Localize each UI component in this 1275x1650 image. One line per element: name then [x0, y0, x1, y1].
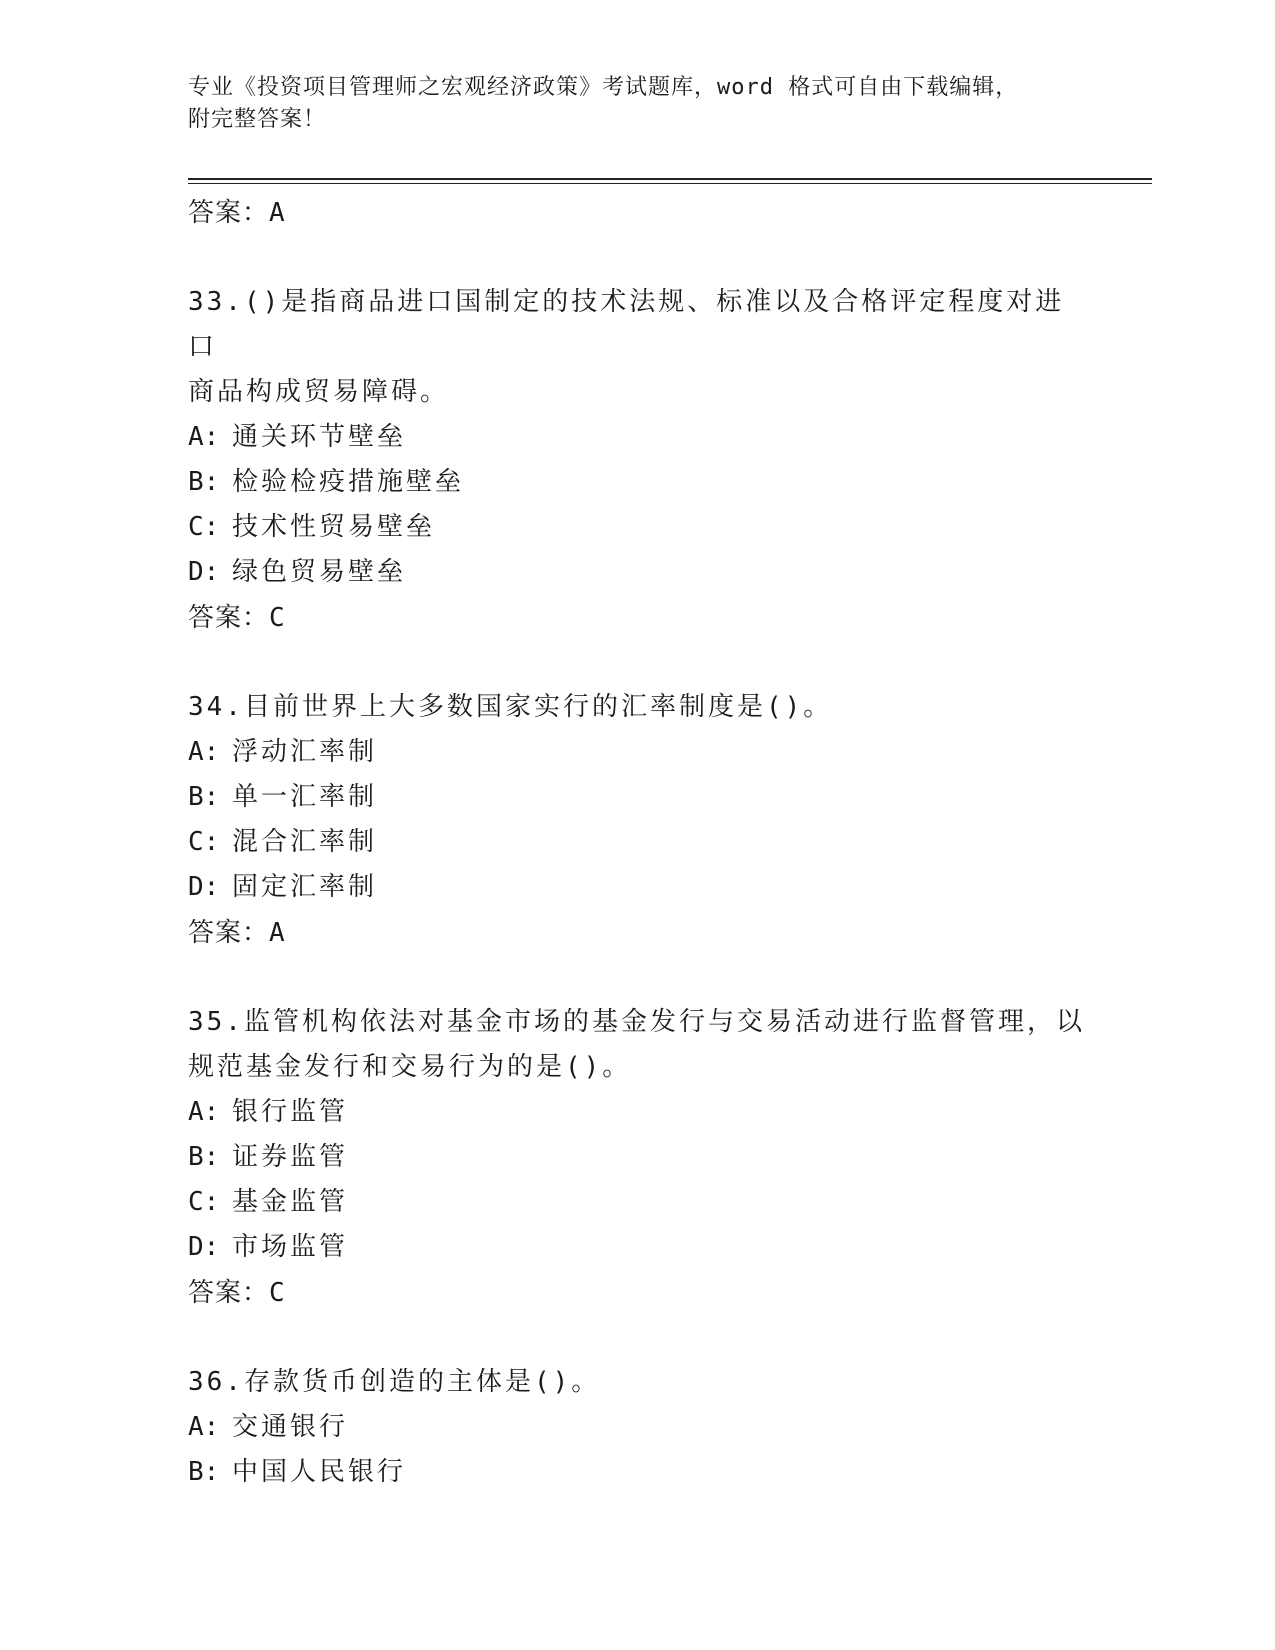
spacer [188, 956, 1088, 1000]
answer-line [188, 1270, 1088, 1316]
option-d [188, 550, 1088, 595]
question-stem [188, 1000, 1088, 1090]
answer-line [188, 595, 1088, 641]
option-letter: C: [188, 827, 220, 857]
option-text: 检验检疫措施壁垒 [232, 467, 465, 497]
header-divider-thin [188, 183, 1152, 184]
question-stem-line: 35.监管机构依法对基金市场的基金发行与交易活动进行监督管理，以 [188, 1007, 1085, 1037]
answer-label: 答案： [188, 603, 270, 633]
question-36 [188, 1360, 1088, 1495]
option-text: 银行监管 [232, 1097, 349, 1127]
question-stem-line: 商品构成贸易障碍。 [188, 377, 450, 407]
option-a [188, 1090, 1088, 1135]
option-c [188, 505, 1088, 550]
answer-value: A [269, 918, 286, 948]
option-b [188, 775, 1088, 820]
option-text: 固定汇率制 [232, 872, 378, 902]
answer-line [188, 910, 1088, 956]
option-text: 单一汇率制 [232, 782, 378, 812]
question-stem-line: 33.()是指商品进口国制定的技术法规、标准以及合格评定程度对进口 [188, 287, 1065, 362]
option-letter: A: [188, 422, 220, 452]
option-text: 浮动汇率制 [232, 737, 378, 767]
option-b [188, 1450, 1088, 1495]
spacer [188, 641, 1088, 685]
option-c [188, 1180, 1088, 1225]
question-stem-line: 36.存款货币创造的主体是()。 [188, 1367, 601, 1397]
answer-label: 答案： [188, 198, 270, 228]
question-34 [188, 685, 1088, 956]
option-b [188, 1135, 1088, 1180]
question-stem-line: 34.目前世界上大多数国家实行的汇率制度是()。 [188, 692, 833, 722]
option-text: 市场监管 [232, 1232, 349, 1262]
option-d [188, 865, 1088, 910]
option-letter: C: [188, 512, 220, 542]
option-letter: B: [188, 467, 220, 497]
option-letter: D: [188, 557, 220, 587]
option-a [188, 415, 1088, 460]
question-stem [188, 280, 1088, 415]
answer-label: 答案： [188, 1278, 270, 1308]
question-stem-line: 规范基金发行和交易行为的是()。 [188, 1052, 632, 1082]
option-a [188, 1405, 1088, 1450]
option-text: 绿色贸易壁垒 [232, 557, 407, 587]
question-stem [188, 1360, 1088, 1405]
option-a [188, 730, 1088, 775]
header-line-1: 专业《投资项目管理师之宏观经济政策》考试题库，word 格式可自由下载编辑， [188, 75, 1019, 100]
spacer [188, 236, 1088, 280]
option-d [188, 1225, 1088, 1270]
question-33 [188, 280, 1088, 641]
question-stem [188, 685, 1088, 730]
option-text: 技术性贸易壁垒 [232, 512, 436, 542]
answer-value: C [269, 1278, 286, 1308]
question-list [188, 190, 1088, 1495]
document-header [188, 72, 1088, 136]
option-letter: B: [188, 1142, 220, 1172]
header-divider-thick [188, 178, 1152, 180]
option-letter: B: [188, 782, 220, 812]
answer-label: 答案： [188, 918, 270, 948]
answer-line-prev [188, 190, 1088, 236]
option-letter: B: [188, 1457, 220, 1487]
question-35 [188, 1000, 1088, 1316]
option-letter: A: [188, 1412, 220, 1442]
option-text: 混合汇率制 [232, 827, 378, 857]
option-text: 中国人民银行 [232, 1457, 407, 1487]
answer-value: C [269, 603, 286, 633]
answer-value: A [269, 198, 286, 228]
option-text: 证券监管 [232, 1142, 349, 1172]
option-c [188, 820, 1088, 865]
option-text: 通关环节壁垒 [232, 422, 407, 452]
option-b [188, 460, 1088, 505]
option-letter: D: [188, 1232, 220, 1262]
option-text: 基金监管 [232, 1187, 349, 1217]
option-letter: D: [188, 872, 220, 902]
header-line-2: 附完整答案！ [188, 107, 327, 132]
spacer [188, 1316, 1088, 1360]
option-letter: A: [188, 737, 220, 767]
option-letter: C: [188, 1187, 220, 1217]
option-text: 交通银行 [232, 1412, 349, 1442]
option-letter: A: [188, 1097, 220, 1127]
